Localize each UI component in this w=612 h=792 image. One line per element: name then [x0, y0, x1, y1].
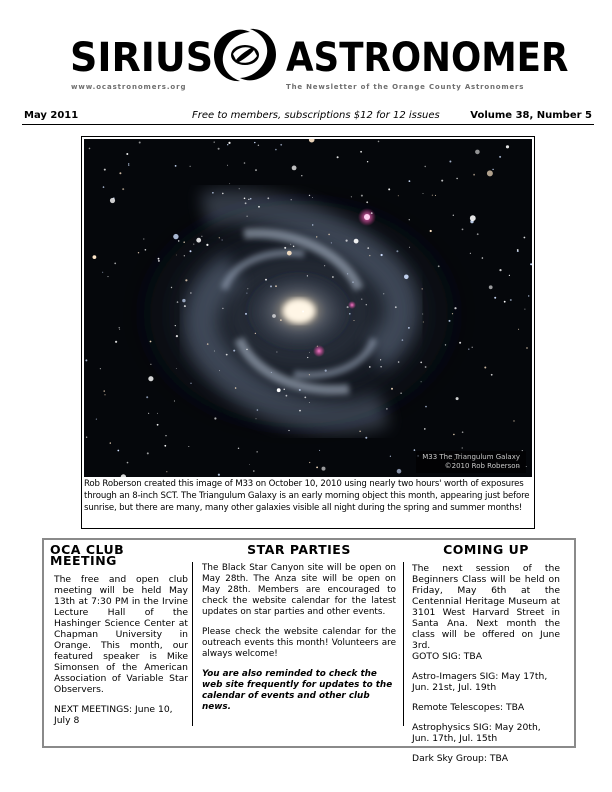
- star: [228, 142, 230, 144]
- star: [366, 201, 368, 203]
- volume-number: Volume 38, Number 5: [470, 110, 592, 121]
- website-reminder-text: You are also reminded to check the web site frequently for updates to the calendar of events and other club news.: [202, 669, 393, 712]
- star: [246, 349, 247, 350]
- star: [361, 195, 363, 197]
- photo-caption: Rob Roberson created this image of M33 on October 10, 2010 using nearly two hours' worth of exposures through an 8-inch SCT. The Triangulum Galaxy is an early morning object this month, appearing just before sunrise, but there are many, many other galaxies visible all night during the spring and summer months!: [84, 479, 530, 513]
- star: [423, 322, 424, 323]
- star: [176, 335, 178, 337]
- star: [183, 241, 185, 243]
- star: [380, 359, 381, 360]
- star: [430, 230, 432, 232]
- star: [504, 301, 506, 303]
- star: [245, 202, 247, 204]
- star-parties-heading: STAR PARTIES: [247, 542, 351, 557]
- star: [404, 275, 409, 280]
- star: [378, 141, 380, 143]
- star: [196, 238, 201, 243]
- star: [290, 244, 291, 245]
- star: [361, 299, 362, 300]
- info-panel: [42, 538, 576, 764]
- star: [250, 198, 252, 200]
- star: [456, 397, 459, 400]
- star: [115, 341, 117, 343]
- star: [257, 409, 259, 411]
- star: [369, 255, 370, 256]
- star: [456, 178, 457, 179]
- star: [424, 428, 426, 430]
- star: [524, 309, 525, 310]
- star: [176, 368, 177, 369]
- star: [239, 188, 240, 189]
- star: [175, 165, 177, 167]
- star: [347, 306, 349, 308]
- star: [425, 166, 426, 167]
- star: [462, 447, 463, 448]
- star: [244, 198, 246, 200]
- star: [472, 347, 473, 348]
- star: [190, 166, 191, 167]
- star: [312, 197, 313, 198]
- star: [489, 285, 493, 289]
- newsletter-tagline: The Newsletter of the Orange County Astronomers: [286, 83, 525, 91]
- star: [267, 197, 269, 199]
- column-divider: [403, 562, 404, 726]
- star: [499, 269, 501, 271]
- coming-up-column: [412, 544, 560, 773]
- m33-galaxy-photo: [84, 139, 532, 477]
- star: [349, 313, 351, 315]
- star: [128, 163, 129, 164]
- star: [214, 351, 215, 352]
- star: [369, 366, 371, 368]
- star: [104, 390, 105, 391]
- star: [233, 350, 235, 352]
- star: [395, 306, 397, 308]
- star: [174, 401, 175, 402]
- star: [255, 169, 257, 171]
- star: [257, 451, 258, 452]
- star: [157, 413, 158, 414]
- star: [331, 242, 332, 243]
- star: [414, 449, 416, 451]
- club-meeting-column: [50, 542, 188, 735]
- star: [218, 474, 220, 476]
- star: [164, 445, 166, 447]
- star: [494, 297, 496, 299]
- star: [386, 408, 387, 409]
- star: [229, 183, 230, 184]
- star: [138, 252, 139, 253]
- watermark-title: M33 The Triangulum Galaxy: [422, 453, 520, 461]
- star: [513, 420, 514, 421]
- website-tagline: www.ocastronomers.org: [71, 83, 187, 91]
- star: [218, 148, 220, 150]
- star: [324, 265, 325, 266]
- star: [171, 287, 172, 288]
- star: [509, 275, 510, 276]
- star: [117, 450, 119, 452]
- star: [255, 333, 256, 334]
- star: [528, 295, 529, 296]
- star: [127, 462, 129, 464]
- star: [477, 233, 479, 235]
- star: [346, 240, 348, 242]
- star: [104, 169, 106, 171]
- star: [354, 239, 359, 244]
- star: [454, 307, 456, 309]
- star: [309, 402, 310, 403]
- star: [214, 417, 216, 419]
- star-parties-text-1: The Black Star Canyon site will be open on May 28th. The Anza site will be open on May 28th. Members are encouraged to check the website calendar for the latest updates on star parties and other events.: [202, 563, 396, 617]
- star: [247, 288, 248, 289]
- star: [492, 169, 493, 170]
- star: [307, 275, 308, 276]
- star: [173, 234, 178, 239]
- star: [248, 199, 249, 200]
- star: [207, 343, 209, 345]
- star: [227, 144, 228, 145]
- star: [176, 255, 177, 256]
- star: [352, 282, 353, 283]
- star: [462, 229, 464, 231]
- subscription-note: Free to members, subscriptions $12 for 12 issues: [192, 110, 440, 121]
- star: [258, 206, 260, 208]
- star: [227, 165, 228, 166]
- star: [422, 288, 423, 289]
- star: [304, 397, 306, 399]
- star: [119, 329, 120, 330]
- star: [391, 388, 393, 390]
- star: [280, 319, 282, 321]
- star: [247, 216, 248, 217]
- star: [309, 374, 310, 375]
- star: [381, 254, 383, 256]
- star: [388, 188, 390, 190]
- star: [293, 246, 294, 247]
- star: [459, 342, 461, 344]
- star: [316, 236, 317, 237]
- star: [452, 313, 453, 314]
- star: [219, 237, 220, 238]
- star: [100, 368, 101, 369]
- star: [409, 219, 410, 220]
- star: [166, 471, 167, 472]
- star: [435, 195, 436, 196]
- star: [292, 166, 297, 171]
- star-parties-text-2: Please check the website calendar for the outreach events this month! Volunteers are always welcome!: [202, 627, 396, 659]
- star: [265, 279, 267, 281]
- star: [367, 161, 368, 162]
- star: [284, 247, 286, 249]
- star: [185, 279, 187, 281]
- star: [277, 388, 281, 392]
- star: [244, 162, 246, 164]
- star: [201, 236, 202, 237]
- star: [222, 193, 224, 195]
- star: [473, 174, 475, 176]
- star: [271, 372, 272, 373]
- star: [337, 156, 339, 158]
- star: [190, 292, 191, 293]
- star: [287, 251, 292, 256]
- star: [272, 314, 276, 318]
- star: [470, 215, 476, 221]
- photo-watermark: [416, 451, 526, 473]
- star: [367, 247, 369, 249]
- star: [206, 244, 208, 246]
- star: [177, 301, 179, 303]
- star: [165, 435, 166, 436]
- star: [182, 299, 185, 302]
- star: [246, 293, 247, 294]
- masthead: [0, 0, 612, 100]
- star: [470, 253, 471, 254]
- star: [449, 161, 451, 163]
- star-parties-column: [202, 544, 396, 722]
- star: [309, 462, 310, 463]
- star: [102, 272, 103, 273]
- star: [276, 352, 277, 353]
- star: [319, 450, 320, 451]
- star: [360, 151, 362, 153]
- star: [184, 305, 186, 307]
- star: [380, 366, 381, 367]
- star: [175, 325, 176, 326]
- star: [214, 142, 215, 143]
- star: [510, 299, 512, 301]
- star: [235, 387, 237, 389]
- star: [359, 431, 360, 432]
- star: [484, 367, 486, 369]
- star: [110, 442, 111, 443]
- star: [110, 198, 115, 203]
- star: [103, 186, 105, 188]
- star: [425, 366, 427, 368]
- star: [150, 364, 151, 365]
- star: [190, 250, 192, 252]
- star: [286, 395, 288, 397]
- star: [249, 464, 250, 465]
- star: [422, 314, 423, 315]
- issue-date: May 2011: [24, 110, 79, 121]
- star: [226, 354, 228, 356]
- star: [468, 349, 469, 350]
- star: [441, 180, 443, 182]
- star: [288, 430, 289, 431]
- coming-up-heading: COMING UP: [443, 542, 529, 557]
- star: [128, 164, 129, 165]
- star: [317, 346, 318, 347]
- sig-item-dark-sky-group: Dark Sky Group: TBA: [412, 753, 509, 764]
- star: [148, 376, 153, 381]
- star: [312, 224, 313, 225]
- sig-item-astrophysics: Astrophysics SIG: May 20th, Jun. 17th, Jul. 15th: [412, 722, 541, 744]
- star: [453, 215, 454, 216]
- star: [506, 145, 509, 148]
- star: [139, 142, 141, 144]
- star: [212, 192, 214, 194]
- star: [275, 149, 277, 151]
- star: [462, 431, 464, 433]
- star: [119, 327, 120, 328]
- star: [332, 276, 334, 278]
- star: [119, 172, 121, 174]
- star: [256, 418, 257, 419]
- star: [122, 188, 124, 190]
- star: [524, 237, 526, 239]
- beginners-class-text: The next session of the Beginners Class will be held on Friday, May 6th at the Centennial Heritage Museum at 3101 West Harvard Street in Santa Ana. Next month the class will be offered on June 3rd.: [412, 563, 560, 651]
- star: [518, 329, 519, 330]
- star: [347, 273, 348, 274]
- star: [425, 406, 427, 408]
- star: [423, 193, 424, 194]
- star: [365, 437, 367, 439]
- star: [275, 285, 277, 287]
- star: [402, 339, 404, 341]
- star: [408, 327, 410, 329]
- star: [299, 389, 301, 391]
- star: [453, 434, 454, 435]
- star: [146, 396, 148, 398]
- star: [258, 145, 259, 146]
- star: [85, 359, 87, 361]
- star: [147, 452, 149, 454]
- star: [400, 393, 401, 394]
- sig-item-remote-telescopes: Remote Telescopes: TBA: [412, 702, 525, 713]
- star: [188, 446, 189, 447]
- star: [178, 240, 180, 242]
- star: [517, 249, 519, 251]
- star: [390, 456, 391, 457]
- star: [316, 467, 318, 469]
- cover-photo-frame: [81, 136, 535, 529]
- star: [449, 320, 451, 322]
- club-meeting-heading: OCA CLUB MEETING: [50, 542, 125, 568]
- star: [482, 257, 484, 259]
- star: [158, 258, 160, 260]
- star: [396, 250, 398, 252]
- star: [366, 304, 367, 305]
- star: [158, 260, 160, 262]
- star: [438, 265, 440, 267]
- star: [420, 362, 422, 364]
- star: [398, 361, 400, 363]
- club-meeting-text: The free and open club meeting will be held May 13th at 7:30 PM in the Irvine Lecture Hall of the Hashinger Science Center at Chapman University in Orange. This month, our featured speaker is Mike Simonsen of the American Association of Variable Star Observers.: [54, 574, 188, 695]
- star: [526, 347, 528, 349]
- star: [421, 381, 422, 382]
- star: [193, 244, 194, 245]
- star: [491, 374, 493, 376]
- star: [145, 249, 147, 251]
- star: [371, 212, 373, 214]
- star: [143, 238, 144, 239]
- star: [291, 199, 292, 200]
- star: [126, 153, 128, 155]
- sirius-swirl-logo-icon: [206, 24, 284, 86]
- sig-item-goto: GOTO SIG: TBA: [412, 651, 482, 662]
- sig-item-astro-imagers: Astro-Imagers SIG: May 17th, Jun. 21st, Jul. 19th: [412, 671, 548, 693]
- star: [253, 470, 255, 472]
- star: [398, 195, 399, 196]
- next-meetings-text: NEXT MEETINGS: June 10, July 8: [54, 704, 173, 726]
- star: [108, 276, 109, 277]
- star: [409, 180, 411, 182]
- star: [238, 448, 239, 449]
- star: [302, 311, 304, 313]
- star: [409, 247, 410, 248]
- star: [93, 255, 97, 259]
- issue-line: [22, 110, 594, 125]
- star: [475, 150, 480, 155]
- star: [309, 195, 310, 196]
- star: [148, 413, 149, 414]
- star: [299, 410, 301, 412]
- star: [307, 357, 308, 358]
- masthead-title-sirius: SIRIUS: [70, 35, 214, 81]
- star: [397, 469, 402, 474]
- column-divider: [192, 562, 193, 726]
- star: [354, 320, 355, 321]
- star: [157, 424, 159, 426]
- star: [222, 240, 223, 241]
- watermark-copyright: ©2010 Rob Roberson: [444, 462, 520, 470]
- star: [322, 467, 326, 471]
- star: [219, 370, 220, 371]
- star: [86, 437, 87, 438]
- star: [328, 234, 330, 236]
- star: [325, 370, 327, 372]
- star: [222, 308, 223, 309]
- star: [309, 352, 310, 353]
- star: [190, 383, 191, 384]
- star: [270, 285, 272, 287]
- star: [280, 144, 282, 146]
- star: [96, 419, 97, 420]
- star: [104, 394, 105, 395]
- star: [114, 263, 116, 265]
- star: [487, 170, 493, 176]
- star: [245, 313, 247, 315]
- star: [284, 389, 285, 390]
- star: [445, 344, 446, 345]
- star: [499, 156, 501, 158]
- star: [351, 196, 352, 197]
- masthead-title-astronomer: ASTRONOMER: [286, 35, 569, 81]
- star: [383, 293, 384, 294]
- star: [89, 148, 91, 150]
- star: [432, 195, 433, 196]
- star: [254, 142, 255, 143]
- star: [150, 341, 152, 343]
- star: [301, 175, 302, 176]
- galaxy-image: [84, 139, 532, 477]
- star: [184, 255, 185, 256]
